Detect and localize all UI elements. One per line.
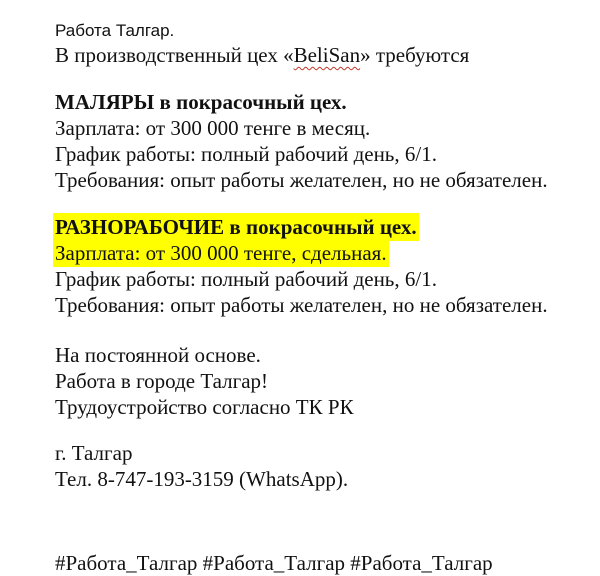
laborers-section-title — [55, 214, 580, 240]
conditions-permanent-basis: На постоянной основе. — [55, 343, 261, 367]
laborers-requirements: Требования: опыт работы желателен, но не обязателен. — [55, 293, 548, 317]
intro-workshop-prefix: В производственный цех « — [55, 43, 294, 67]
blank-line — [55, 193, 580, 214]
clipped-hashtags-line: #Работа_Талгар #Работа_Талгар #Работа_Талгар — [55, 551, 493, 575]
laborers-schedule: График работы: полный рабочий день, 6/1. — [55, 267, 437, 291]
laborers-title-highlighted: РАЗНОРАБОЧИЕ в покрасочный цех. — [55, 215, 417, 239]
conditions-employment-law: Трудоустройство согласно ТК РК — [55, 395, 354, 419]
painters-requirements: Требования: опыт работы желателен, но не обязателен. — [55, 168, 548, 192]
painters-salary: Зарплата: от 300 000 тенге в месяц. — [55, 116, 371, 140]
brand-name-spellcheck: BeliSan — [293, 43, 361, 67]
blank-line — [55, 68, 580, 89]
intro-line-workshop — [55, 42, 580, 68]
painters-section-title: МАЛЯРЫ в покрасочный цех. — [55, 90, 347, 114]
conditions-work-location: Работа в городе Талгар! — [55, 369, 269, 393]
contact-phone: Тел. 8-747-193-3159 (WhatsApp). — [55, 467, 349, 491]
laborers-salary-highlighted: Зарплата: от 300 000 тенге, сдельная. — [55, 241, 387, 265]
intro-workshop-suffix: » требуются — [360, 43, 470, 67]
blank-line — [55, 318, 580, 342]
painters-schedule: График работы: полный рабочий день, 6/1. — [55, 142, 437, 166]
blank-line — [55, 420, 580, 440]
intro-line-title: Работа Талгар. — [55, 21, 175, 40]
contact-city: г. Талгар — [55, 441, 133, 465]
laborers-salary — [55, 240, 580, 266]
